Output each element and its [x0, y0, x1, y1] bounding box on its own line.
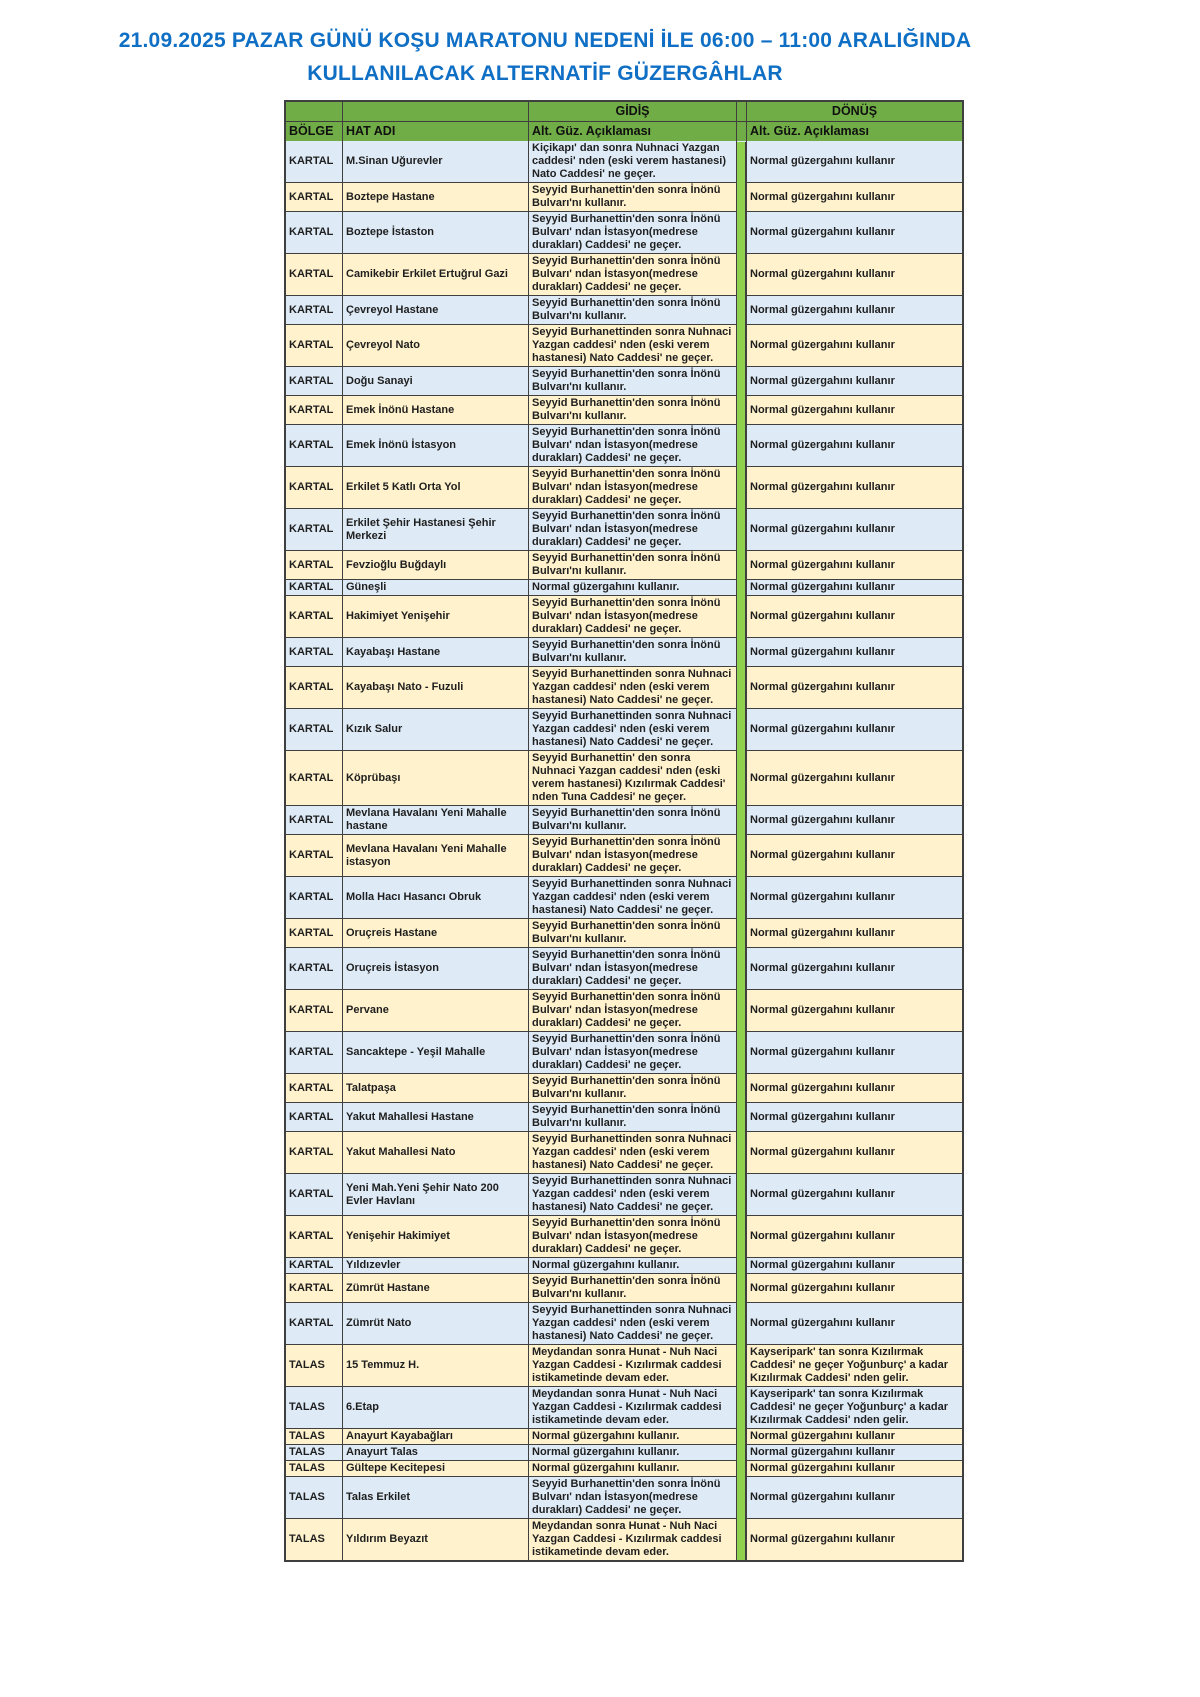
hat-adi-cell: Emek İnönü Hastane	[342, 396, 528, 424]
page-title	[0, 24, 1090, 90]
hat-adi-cell: Mevlana Havalanı Yeni Mahalle hastane	[342, 806, 528, 834]
gidis-aciklama-cell: Seyyid Burhanettin'den sonra İnönü Bulvarı'nı kullanır.	[528, 638, 736, 666]
table-row	[286, 550, 962, 579]
donus-aciklama-cell: Normal güzergahını kullanır	[746, 1258, 962, 1273]
gidis-aciklama-cell: Seyyid Burhanettin'den sonra İnönü Bulvarı' ndan İstasyon(medrese durakları) Caddesi' ne geçer.	[528, 509, 736, 550]
hat-adi-cell: M.Sinan Uğurevler	[342, 141, 528, 182]
bolge-cell: KARTAL	[289, 1230, 334, 1242]
bolge-cell: KARTAL	[289, 1259, 334, 1271]
table-row	[286, 253, 962, 295]
gidis-aciklama-cell: Seyyid Burhanettin'den sonra İnönü Bulvarı' ndan İstasyon(medrese durakları) Caddesi' ne geçer.	[528, 1216, 736, 1257]
gidis-aciklama-cell: Seyyid Burhanettin'den sonra İnönü Bulvarı' ndan İstasyon(medrese durakları) Caddesi' ne geçer.	[528, 1477, 736, 1518]
donus-aciklama-cell: Normal güzergahını kullanır	[746, 1174, 962, 1215]
hat-adi-cell: Oruçreis İstasyon	[342, 948, 528, 989]
bolge-cell: TALAS	[289, 1401, 325, 1413]
table-row	[286, 876, 962, 918]
donus-aciklama-cell: Normal güzergahını kullanır	[746, 596, 962, 637]
bolge-cell: TALAS	[289, 1533, 325, 1545]
table-row	[286, 1257, 962, 1273]
table-row	[286, 211, 962, 253]
donus-aciklama-cell: Normal güzergahını kullanır	[746, 1103, 962, 1131]
gidis-aciklama-cell: Seyyid Burhanettin'den sonra İnönü Bulvarı'nı kullanır.	[528, 1103, 736, 1131]
donus-aciklama-cell: Normal güzergahını kullanır	[746, 1074, 962, 1102]
hat-adi-cell: Camikebir Erkilet Ertuğrul Gazi	[342, 254, 528, 295]
hat-adi-cell: Mevlana Havalanı Yeni Mahalle istasyon	[342, 835, 528, 876]
donus-aciklama-cell: Normal güzergahını kullanır	[746, 751, 962, 805]
header-donus-aciklama: Alt. Güz. Açıklaması	[746, 122, 962, 141]
page-title-line2: KULLANILACAK ALTERNATİF GÜZERGÂHLAR	[307, 62, 783, 85]
bolge-cell: KARTAL	[289, 374, 334, 387]
header-gidis: GİDİŞ	[528, 102, 736, 121]
table-row	[286, 1131, 962, 1173]
gidis-aciklama-cell: Seyyid Burhanettin'den sonra İnönü Bulvarı'nı kullanır.	[528, 1274, 736, 1302]
donus-aciklama-cell: Normal güzergahını kullanır	[746, 919, 962, 947]
header-separator	[736, 122, 746, 141]
gidis-aciklama-cell: Seyyid Burhanettinden sonra Nuhnaci Yazgan caddesi' nden (eski verem hastanesi) Nato Caddesi' ne geçer.	[528, 1174, 736, 1215]
donus-aciklama-cell: Normal güzergahını kullanır	[746, 667, 962, 708]
bolge-cell: KARTAL	[289, 581, 334, 593]
donus-aciklama-cell: Normal güzergahını kullanır	[746, 141, 962, 182]
bolge-cell: TALAS	[289, 1491, 325, 1503]
table-row	[286, 466, 962, 508]
bolge-cell: KARTAL	[289, 481, 334, 493]
table-row	[286, 595, 962, 637]
donus-aciklama-cell: Normal güzergahını kullanır	[746, 467, 962, 508]
table-row	[286, 1173, 962, 1215]
donus-aciklama-cell: Normal güzergahını kullanır	[746, 1445, 962, 1460]
donus-aciklama-cell: Normal güzergahını kullanır	[746, 325, 962, 366]
donus-aciklama-cell: Normal güzergahını kullanır	[746, 580, 962, 595]
bolge-cell: KARTAL	[289, 1110, 334, 1123]
bolge-cell: KARTAL	[289, 849, 334, 861]
donus-aciklama-cell: Normal güzergahını kullanır	[746, 1132, 962, 1173]
bolge-cell: KARTAL	[289, 681, 334, 693]
bolge-cell: KARTAL	[289, 155, 334, 167]
table-row	[286, 1073, 962, 1102]
table-row	[286, 1102, 962, 1131]
hat-adi-cell: Yenişehir Hakimiyet	[342, 1216, 528, 1257]
bolge-cell: KARTAL	[289, 610, 334, 622]
hat-adi-cell: Talatpaşa	[342, 1074, 528, 1102]
donus-aciklama-cell: Normal güzergahını kullanır	[746, 948, 962, 989]
donus-aciklama-cell: Normal güzergahını kullanır	[746, 254, 962, 295]
table-row	[286, 1215, 962, 1257]
gidis-aciklama-cell: Kiçikapı' dan sonra Nuhnaci Yazgan caddesi' nden (eski verem hastanesi) Nato Caddesi' ne geçer.	[528, 141, 736, 182]
hat-adi-cell: Hakimiyet Yenişehir	[342, 596, 528, 637]
hat-adi-cell: Kayabaşı Nato - Fuzuli	[342, 667, 528, 708]
gidis-aciklama-cell: Seyyid Burhanettin'den sonra İnönü Bulvarı' ndan İstasyon(medrese durakları) Caddesi' ne geçer.	[528, 835, 736, 876]
header-hat-adi: HAT ADI	[342, 122, 528, 141]
bolge-cell: KARTAL	[289, 190, 334, 203]
gidis-aciklama-cell: Seyyid Burhanettin'den sonra İnönü Bulvarı' ndan İstasyon(medrese durakları) Caddesi' ne geçer.	[528, 948, 736, 989]
bolge-cell: KARTAL	[289, 1281, 334, 1294]
table-row	[286, 295, 962, 324]
table-row	[286, 508, 962, 550]
gidis-aciklama-cell: Normal güzergahını kullanır.	[528, 1461, 736, 1476]
hat-adi-cell: Yakut Mahallesi Hastane	[342, 1103, 528, 1131]
hat-adi-cell: Erkilet Şehir Hastanesi Şehir Merkezi	[342, 509, 528, 550]
table-row	[286, 834, 962, 876]
table-row	[286, 805, 962, 834]
hat-adi-cell: Sancaktepe - Yeşil Mahalle	[342, 1032, 528, 1073]
donus-aciklama-cell: Normal güzergahını kullanır	[746, 509, 962, 550]
bolge-cell: KARTAL	[289, 403, 334, 416]
table-row	[286, 947, 962, 989]
bolge-cell: KARTAL	[289, 891, 334, 903]
bolge-cell: TALAS	[289, 1446, 325, 1458]
hat-adi-cell: Oruçreis Hastane	[342, 919, 528, 947]
donus-aciklama-cell: Normal güzergahını kullanır	[746, 709, 962, 750]
table-row	[286, 424, 962, 466]
gidis-aciklama-cell: Meydandan sonra Hunat - Nuh Naci Yazgan Caddesi - Kızılırmak caddesi istikametinde devam eder.	[528, 1345, 736, 1386]
hat-adi-cell: Yıldızevler	[342, 1258, 528, 1273]
bolge-cell: KARTAL	[289, 439, 334, 451]
hat-adi-cell: Erkilet 5 Katlı Orta Yol	[342, 467, 528, 508]
bolge-cell: KARTAL	[289, 1046, 334, 1058]
gidis-aciklama-cell: Seyyid Burhanettin'den sonra İnönü Bulvarı' ndan İstasyon(medrese durakları) Caddesi' ne geçer.	[528, 596, 736, 637]
donus-aciklama-cell: Normal güzergahını kullanır	[746, 183, 962, 211]
bolge-cell: KARTAL	[289, 1188, 334, 1200]
hat-adi-cell: Çevreyol Hastane	[342, 296, 528, 324]
hat-adi-cell: Emek İnönü İstasyon	[342, 425, 528, 466]
hat-adi-cell: Anayurt Kayabağları	[342, 1429, 528, 1444]
bolge-cell: KARTAL	[289, 268, 334, 280]
bolge-cell: KARTAL	[289, 962, 334, 974]
donus-aciklama-cell: Normal güzergahını kullanır	[746, 990, 962, 1031]
header-bolge: BÖLGE	[289, 124, 334, 138]
page-title-line1: 21.09.2025 PAZAR GÜNÜ KOŞU MARATONU NEDENİ İLE 06:00 – 11:00 ARALIĞINDA	[118, 29, 972, 52]
hat-adi-cell: Fevzioğlu Buğdaylı	[342, 551, 528, 579]
donus-aciklama-cell: Normal güzergahını kullanır	[746, 296, 962, 324]
hat-adi-cell: Köprübaşı	[342, 751, 528, 805]
gidis-aciklama-cell: Normal güzergahını kullanır.	[528, 1258, 736, 1273]
table-row	[286, 395, 962, 424]
donus-aciklama-cell: Normal güzergahını kullanır	[746, 806, 962, 834]
table-row	[286, 708, 962, 750]
table-row	[286, 1031, 962, 1073]
donus-aciklama-cell: Normal güzergahını kullanır	[746, 1274, 962, 1302]
gidis-aciklama-cell: Seyyid Burhanettin'den sonra İnönü Bulvarı'nı kullanır.	[528, 396, 736, 424]
donus-aciklama-cell: Normal güzergahını kullanır	[746, 1519, 962, 1560]
header-donus: DÖNÜŞ	[746, 102, 962, 121]
gidis-aciklama-cell: Seyyid Burhanettinden sonra Nuhnaci Yazgan caddesi' nden (eski verem hastanesi) Nato Caddesi' ne geçer.	[528, 1303, 736, 1344]
header-gidis-aciklama: Alt. Güz. Açıklaması	[528, 122, 736, 141]
bolge-cell: TALAS	[289, 1430, 325, 1442]
gidis-aciklama-cell: Seyyid Burhanettin'den sonra İnönü Bulvarı' ndan İstasyon(medrese durakları) Caddesi' ne geçer.	[528, 212, 736, 253]
table-row	[286, 1518, 962, 1560]
gidis-aciklama-cell: Normal güzergahını kullanır.	[528, 1445, 736, 1460]
table-row	[286, 666, 962, 708]
bolge-cell: KARTAL	[289, 645, 334, 658]
hat-adi-cell: Kayabaşı Hastane	[342, 638, 528, 666]
hat-adi-cell: Gültepe Kecitepesi	[342, 1461, 528, 1476]
routes-table	[284, 100, 964, 1562]
hat-adi-cell: Güneşli	[342, 580, 528, 595]
bolge-cell: KARTAL	[289, 771, 334, 784]
donus-aciklama-cell: Normal güzergahını kullanır	[746, 1303, 962, 1344]
gidis-aciklama-cell: Meydandan sonra Hunat - Nuh Naci Yazgan Caddesi - Kızılırmak caddesi istikametinde devam eder.	[528, 1519, 736, 1560]
hat-adi-cell: Çevreyol Nato	[342, 325, 528, 366]
bolge-cell: KARTAL	[289, 813, 334, 826]
bolge-cell: KARTAL	[289, 1004, 334, 1016]
table-row	[286, 1476, 962, 1518]
gidis-aciklama-cell: Seyyid Burhanettinden sonra Nuhnaci Yazgan caddesi' nden (eski verem hastanesi) Nato Caddesi' ne geçer.	[528, 709, 736, 750]
bolge-cell: KARTAL	[289, 226, 334, 238]
donus-aciklama-cell: Normal güzergahını kullanır	[746, 1477, 962, 1518]
table-row	[286, 918, 962, 947]
donus-aciklama-cell: Normal güzergahını kullanır	[746, 367, 962, 395]
gidis-aciklama-cell: Seyyid Burhanettin'den sonra İnönü Bulvarı'nı kullanır.	[528, 806, 736, 834]
gidis-aciklama-cell: Normal güzergahını kullanır.	[528, 580, 736, 595]
gidis-aciklama-cell: Seyyid Burhanettin'den sonra İnönü Bulvarı'nı kullanır.	[528, 183, 736, 211]
bolge-cell: KARTAL	[289, 1081, 334, 1094]
donus-aciklama-cell: Normal güzergahını kullanır	[746, 425, 962, 466]
gidis-aciklama-cell: Seyyid Burhanettinden sonra Nuhnaci Yazgan caddesi' nden (eski verem hastanesi) Nato Caddesi' ne geçer.	[528, 667, 736, 708]
hat-adi-cell: Molla Hacı Hasancı Obruk	[342, 877, 528, 918]
gidis-aciklama-cell: Seyyid Burhanettinden sonra Nuhnaci Yazgan caddesi' nden (eski verem hastanesi) Nato Caddesi' ne geçer.	[528, 325, 736, 366]
bolge-cell: KARTAL	[289, 523, 334, 535]
donus-aciklama-cell: Normal güzergahını kullanır	[746, 1461, 962, 1476]
table-row	[286, 750, 962, 805]
table-row	[286, 579, 962, 595]
donus-aciklama-cell: Normal güzergahını kullanır	[746, 1429, 962, 1444]
hat-adi-cell: 6.Etap	[342, 1387, 528, 1428]
table-row	[286, 989, 962, 1031]
column-separator-strip	[736, 142, 746, 1560]
gidis-aciklama-cell: Seyyid Burhanettin'den sonra İnönü Bulvarı' ndan İstasyon(medrese durakları) Caddesi' ne geçer.	[528, 254, 736, 295]
table-header-direction-row	[286, 102, 962, 121]
header-empty-bolge	[286, 102, 342, 121]
hat-adi-cell: Pervane	[342, 990, 528, 1031]
bolge-cell: KARTAL	[289, 303, 334, 316]
hat-adi-cell: 15 Temmuz H.	[342, 1345, 528, 1386]
gidis-aciklama-cell: Seyyid Burhanettin'den sonra İnönü Bulvarı' ndan İstasyon(medrese durakları) Caddesi' ne geçer.	[528, 467, 736, 508]
table-row	[286, 1344, 962, 1386]
donus-aciklama-cell: Normal güzergahını kullanır	[746, 877, 962, 918]
gidis-aciklama-cell: Seyyid Burhanettin'den sonra İnönü Bulvarı'nı kullanır.	[528, 296, 736, 324]
bolge-cell: KARTAL	[289, 339, 334, 351]
donus-aciklama-cell: Kayseripark' tan sonra Kızılırmak Caddesi' ne geçer Yoğunburç' a kadar Kızılırmak Caddesi' nden gelir.	[746, 1345, 962, 1386]
gidis-aciklama-cell: Meydandan sonra Hunat - Nuh Naci Yazgan Caddesi - Kızılırmak caddesi istikametinde devam eder.	[528, 1387, 736, 1428]
table-row	[286, 1386, 962, 1428]
gidis-aciklama-cell: Seyyid Burhanettinden sonra Nuhnaci Yazgan caddesi' nden (eski verem hastanesi) Nato Caddesi' ne geçer.	[528, 877, 736, 918]
hat-adi-cell: Yıldırım Beyazıt	[342, 1519, 528, 1560]
donus-aciklama-cell: Normal güzergahını kullanır	[746, 551, 962, 579]
table-header-columns-row	[286, 121, 962, 141]
donus-aciklama-cell: Normal güzergahını kullanır	[746, 835, 962, 876]
donus-aciklama-cell: Normal güzergahını kullanır	[746, 638, 962, 666]
hat-adi-cell: Zümrüt Nato	[342, 1303, 528, 1344]
bolge-cell: KARTAL	[289, 1317, 334, 1329]
gidis-aciklama-cell: Seyyid Burhanettin' den sonra Nuhnaci Yazgan caddesi' nden (eski verem hastanesi) Kızılırmak Caddesi' nden Tuna Caddesi' ne geçer.	[528, 751, 736, 805]
table-row	[286, 637, 962, 666]
gidis-aciklama-cell: Seyyid Burhanettin'den sonra İnönü Bulvarı'nı kullanır.	[528, 551, 736, 579]
hat-adi-cell: Yeni Mah.Yeni Şehir Nato 200 Evler Havlanı	[342, 1174, 528, 1215]
gidis-aciklama-cell: Normal güzergahını kullanır.	[528, 1429, 736, 1444]
bolge-cell: KARTAL	[289, 558, 334, 571]
bolge-cell: KARTAL	[289, 926, 334, 939]
table-row	[286, 1273, 962, 1302]
table-row	[286, 1302, 962, 1344]
bolge-cell: TALAS	[289, 1462, 325, 1474]
donus-aciklama-cell: Kayseripark' tan sonra Kızılırmak Caddesi' ne geçer Yoğunburç' a kadar Kızılırmak Caddesi' nden gelir.	[746, 1387, 962, 1428]
table-row	[286, 141, 962, 182]
donus-aciklama-cell: Normal güzergahını kullanır	[746, 396, 962, 424]
bolge-cell: KARTAL	[289, 723, 334, 735]
donus-aciklama-cell: Normal güzergahını kullanır	[746, 1032, 962, 1073]
hat-adi-cell: Anayurt Talas	[342, 1445, 528, 1460]
gidis-aciklama-cell: Seyyid Burhanettin'den sonra İnönü Bulvarı' ndan İstasyon(medrese durakları) Caddesi' ne geçer.	[528, 1032, 736, 1073]
table-row	[286, 1428, 962, 1444]
bolge-cell: KARTAL	[289, 1146, 334, 1158]
header-empty-hat	[342, 102, 528, 121]
hat-adi-cell: Kızık Salur	[342, 709, 528, 750]
table-row	[286, 1460, 962, 1476]
hat-adi-cell: Talas Erkilet	[342, 1477, 528, 1518]
donus-aciklama-cell: Normal güzergahını kullanır	[746, 1216, 962, 1257]
gidis-aciklama-cell: Seyyid Burhanettin'den sonra İnönü Bulvarı' ndan İstasyon(medrese durakları) Caddesi' ne geçer.	[528, 425, 736, 466]
header-separator	[736, 102, 746, 121]
table-body	[286, 141, 962, 1560]
bolge-cell: TALAS	[289, 1359, 325, 1371]
gidis-aciklama-cell: Seyyid Burhanettin'den sonra İnönü Bulvarı'nı kullanır.	[528, 919, 736, 947]
gidis-aciklama-cell: Seyyid Burhanettin'den sonra İnönü Bulvarı' ndan İstasyon(medrese durakları) Caddesi' ne geçer.	[528, 990, 736, 1031]
hat-adi-cell: Zümrüt Hastane	[342, 1274, 528, 1302]
gidis-aciklama-cell: Seyyid Burhanettin'den sonra İnönü Bulvarı'nı kullanır.	[528, 367, 736, 395]
hat-adi-cell: Boztepe Hastane	[342, 183, 528, 211]
hat-adi-cell: Boztepe İstaston	[342, 212, 528, 253]
table-row	[286, 182, 962, 211]
donus-aciklama-cell: Normal güzergahını kullanır	[746, 212, 962, 253]
hat-adi-cell: Yakut Mahallesi Nato	[342, 1132, 528, 1173]
gidis-aciklama-cell: Seyyid Burhanettinden sonra Nuhnaci Yazgan caddesi' nden (eski verem hastanesi) Nato Caddesi' ne geçer.	[528, 1132, 736, 1173]
table-row	[286, 366, 962, 395]
table-row	[286, 1444, 962, 1460]
table-row	[286, 324, 962, 366]
gidis-aciklama-cell: Seyyid Burhanettin'den sonra İnönü Bulvarı'nı kullanır.	[528, 1074, 736, 1102]
hat-adi-cell: Doğu Sanayi	[342, 367, 528, 395]
